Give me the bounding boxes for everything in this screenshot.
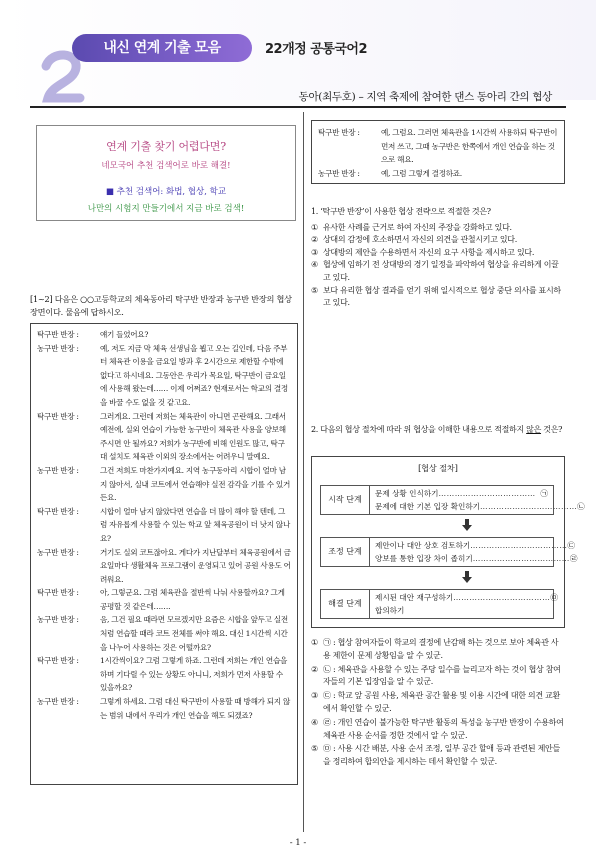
procedure-item [375,592,558,605]
speaker-label: 농구반 반장 : [37,697,79,707]
dialogue-box [30,323,298,785]
dialogue-turn [318,126,558,167]
option-number: ④ [311,717,318,727]
dialogue-turn [37,613,291,654]
page-number: - 1 - [289,838,307,848]
column-divider [303,112,304,832]
speaker-label: 농구반 반장 : [37,465,79,475]
option-text: ㉡ : 체육관을 사용할 수 있는 주당 일수를 늘리고자 하는 것이 협상 참여자들의 기본 입장임을 알 수 있군. [323,664,561,687]
option-number: ③ [311,247,318,257]
option-text: ㉤ : 사용 시간 배분, 사용 순서 조정, 일부 공간 할애 등과 관련된 제안들을 정리하여 합의안을 제시하는 데서 확인할 수 있군. [323,744,560,767]
option-text: ㉢ : 학교 앞 공원 사용, 체육관 공간 활용 및 이용 시간에 대한 의견 교환에서 확인할 수 있군. [323,691,560,713]
answer-option [311,717,565,743]
speech-text: 예, 그럼 그렇게 결정하죠. [381,168,462,178]
procedure-item-label: 합의하기 [375,605,405,615]
question-2-stem-underlined: 않은 [526,425,542,434]
procedure-item-mark: ㉢ [567,541,575,550]
dialogue-turn [37,410,291,464]
option-text: 협상에 임하기 전 상대방의 경기 일정을 파악하여 협상을 유리하게 이끌고 있다. [323,260,559,282]
question-2-stem-b: 것은? [541,425,563,434]
procedure-box [311,456,585,628]
option-text: 상대의 감정에 호소하면서 자신의 의견을 관철시키고 있다. [323,235,517,245]
dialogue-turn [37,342,291,410]
subject-label: 22개정 공통국어2 [265,42,368,57]
speaker-label: 농구반 반장 : [37,615,79,625]
question-1-options [311,222,565,310]
procedure-item [375,605,548,618]
leader-dots: ……………………………… [470,541,568,550]
answer-option [311,743,565,769]
speech-text: 그건 저희도 마찬가지예요. 지역 농구동아리 시합이 얼마 남지 않아서, 실내 코트에서 연습해야 실전 감각을 기를 수 있거든요. [100,465,290,503]
procedure-stage-items [370,485,585,515]
speech-text: 그러게요. 그런데 저희는 체육관이 아니면 곤란해요. 그래서 예전에, 실외 연습이 가능한 농구반이 체육관 사용을 양보해 주시면 안 될까요? 저희가 농구반에 비해 인원도 많고, 탁구대 설치도 체육관 이외의 장소에서는 어려우니 말예요. [100,411,286,462]
procedure-item-label: 양보를 통한 입장 차이 좁히기 [375,553,473,563]
procedure-item [375,553,578,566]
dialogue-turn [318,167,558,181]
option-text: 유사한 사례를 근거로 하여 자신의 주장을 강화하고 있다. [323,222,512,232]
header [0,0,596,100]
option-text: ㉠ : 협상 참여자들이 학교의 결정에 난감해 하는 것으로 보아 체육관 사용 제한이 문제 상황임을 알 수 있군. [323,638,559,660]
procedure-stage-name: 시작 단계 [320,485,370,515]
page-topic: 동아(최두호) – 지역 축제에 참여한 댄스 동아리 간의 협상 [298,91,552,103]
dialogue-turn [37,328,291,342]
down-arrow-icon [462,519,472,531]
promo-subtitle: 네모국어 추천 검색어로 바로 해결! [101,161,231,171]
procedure-item-mark: ㉡ [577,501,585,511]
speaker-label: 농구반 반장 : [318,168,360,178]
dialogue-continuation-box [311,120,565,184]
speaker-label: 탁구반 반장 : [37,656,79,666]
promo-cta: 나만의 시험지 만들기에서 지금 바로 검색! [87,204,245,214]
promo-keywords: ■ 추천 검색어: 화법, 협상, 학교 [105,187,227,197]
answer-option [311,259,565,284]
promo-box [36,125,296,221]
speech-text: 음, 그건 필요 때라면 모르겠지만 요즘은 시합을 앞두고 실전처럼 연습할 때라 코트 전체를 써야 해요. 대신 1시간씩 시간을 나누어 사용하는 것은 어떨까요? [100,615,288,652]
procedure-item-mark: ㉤ [550,593,558,602]
answer-option [311,222,565,235]
option-text: 보다 유리한 협상 결과를 얻기 위해 일시적으로 협상 중단 의사를 표시하고 있다. [323,285,561,308]
speech-text: 시합이 얼마 남지 않았다면 연습을 더 많이 해야 할 텐데, 그럼 자유롭게 사용할 수 있는 학교 앞 체육공원이 더 낫지 않나요? [100,506,290,543]
topic-divider [30,106,566,108]
down-arrow-icon [462,571,472,583]
speech-text: 그렇게 하세요. 그럼 대신 탁구반이 사용할 때 방해가 되지 않는 범위 내에서 우리가 개인 연습을 해도 되겠죠? [100,697,290,720]
question-2-stem-a: 2. 다음의 협상 절차에 따라 위 협상을 이해한 내용으로 적절하지 [311,425,527,434]
procedure-item [375,501,585,514]
dialogue-turn [37,505,291,546]
speaker-label: 탁구반 반장 : [37,330,79,339]
question-2-options [311,637,565,770]
title-pill-label: 내신 연계 기출 모음 [103,40,221,56]
speaker-label: 탁구반 반장 : [37,411,79,421]
answer-option [311,234,565,247]
speaker-label: 농구반 반장 : [37,547,79,557]
leader-dots: ……………………………… [453,593,551,602]
speaker-label: 탁구반 반장 : [37,506,79,516]
speaker-label: 농구반 반장 : [37,343,79,353]
dialogue-turn [37,464,291,505]
dialogue-turn [37,546,291,587]
leader-dots: ……………………………… [438,489,536,498]
procedure-stage-name: 조정 단계 [320,537,370,567]
speech-text: 1시간씩이요? 그럼 그렇게 하죠. 그런데 저희는 개인 연습을 하며 기다릴 수 있는 상황도 아니니, 저희가 먼저 사용할 수 있을까요? [100,656,288,693]
question-1 [311,206,565,310]
question-2-stem [311,424,565,437]
option-number: ① [311,638,318,647]
answer-option [311,285,565,310]
speech-text: 아, 그렇군요. 그럼 체육관을 절반씩 나눠 사용할까요? 그게 공평할 것 같은데……. [100,588,285,611]
speech-text: 예, 그럼요. 그러면 체육관을 1시간씩 사용하되 탁구반이 먼저 쓰고, 그때 농구반은 한쪽에서 개인 연습을 하는 것으로 해요. [381,128,558,165]
procedure-item [375,540,575,553]
procedure-title: [협상 절차] [418,464,458,473]
procedure-item-label: 제시된 대안 재구성하기 [375,593,454,602]
dialogue-turn [37,654,291,695]
procedure-item-mark: ㉠ [540,489,548,498]
option-number: ⑤ [311,744,318,754]
procedure-item-mark: ㉣ [569,553,578,563]
procedure-item [375,488,548,501]
speech-text: 예, 저도 지금 막 체육 선생님을 뵙고 오는 길인데, 다음 주부터 체육관 이용을 금요일 방과 후 2시간으로 제한할 수밖에 없다고 하시네요. 그동안은 우리가 목요일, 탁구반이 금요일에 사용해 왔는데…… 이제 어쩌죠? 현재로서는 학교의 결정을 바꿀 수도 없을 것 같고요. [100,343,288,407]
option-number: ③ [311,691,318,701]
answer-option [311,664,565,690]
procedure-item-label: 문제 상황 인식하기 [375,489,439,498]
answer-option [311,690,565,716]
speech-text: 얘기 들었어요? [100,330,149,339]
question-2 [311,424,565,440]
procedure-stage-items [370,537,578,567]
dialogue-turn [37,586,291,613]
procedure-item-label: 제안이나 대안 상호 검토하기 [375,541,471,550]
option-number: ② [311,235,318,245]
speech-text: 거기도 실외 코트잖아요. 게다가 지난달부터 체육공원에서 금요일마다 생활체육 프로그램이 운영되고 있어 공원 사용도 어려워요. [100,547,291,584]
option-text: 상대방의 제안을 수용하면서 자신의 요구 사항을 제시하고 있다. [323,247,535,257]
option-text: ㉣ : 개인 연습이 불가능한 탁구반 활동의 특성을 농구반 반장이 수용하여 체육관 사용 순서를 정한 것에서 알 수 있군. [323,717,564,740]
leader-dots: ……………………………… [480,501,578,511]
procedure-stage-items [370,589,558,619]
procedure-stage-name: 해결 단계 [320,589,370,619]
option-number: ⑤ [311,285,318,295]
option-number: ① [311,222,318,232]
procedure-item-label: 문제에 대한 기본 입장 확인하기 [375,501,481,511]
question-intro: [1~2] 다음은 ○○고등학교의 체육동아리 탁구반 반장과 농구반 반장의 협상 장면이다. 물음에 답하시오. [30,294,292,317]
answer-option [311,247,565,260]
question-1-stem: 1. ‘탁구반 반장’이 사용한 협상 전략으로 적절한 것은? [311,207,491,216]
dialogue-turn [37,695,291,722]
title-pill [72,34,252,62]
speaker-label: 탁구반 반장 : [318,128,360,137]
promo-title: 연계 기출 찾기 어렵다면? [106,140,226,153]
option-number: ④ [311,260,318,270]
option-number: ② [311,664,318,674]
answer-option [311,637,565,663]
speaker-label: 탁구반 반장 : [37,588,79,598]
leader-dots: ……………………………… [472,553,570,563]
